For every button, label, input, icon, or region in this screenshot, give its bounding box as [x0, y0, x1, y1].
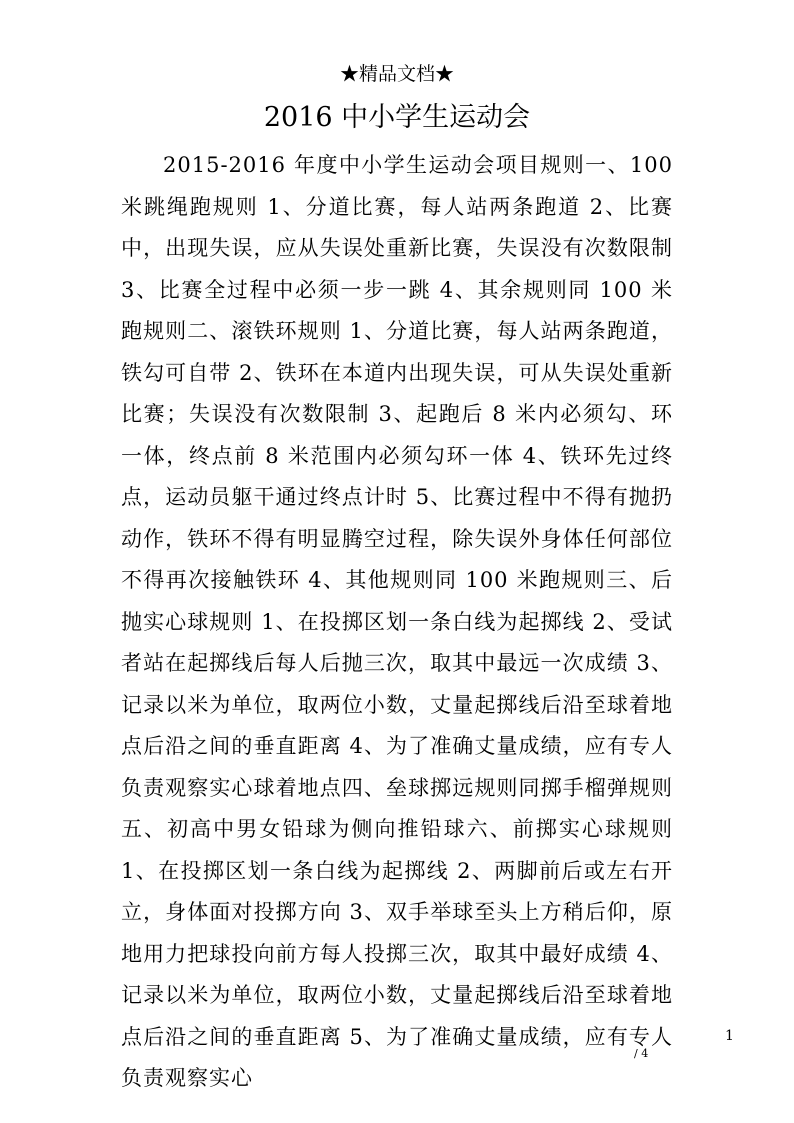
page-total: / 4: [634, 1047, 649, 1060]
page-title: 2016 中小学生运动会: [263, 102, 531, 133]
body-paragraph: 2015-2016 年度中小学生运动会项目规则一、100 米跳绳跑规则 1、分道比赛，每人站两条跑道 2、比赛中，出现失误，应从失误处重新比赛，失误没有次数限制 3、比赛全过程中必须一步一跳 4、其余规则同 100 米跑规则二、滚铁环规则 1、分道比赛，每人站两条跑道，铁勾可自带 2、铁环在本道内出现失误，可从失误处重新比赛；失误没有次数限制 3、起跑后 8 米内必须勾、环一体，终点前 8 米范围内必须勾环一体 4、铁环先过终点，运动员躯干通过终点计时 5、比赛过程中不得有抛扔动作，铁环不得有明显腾空过程，除失误外身体任何部位不得再次接触铁环 4、其他规则同 100 米跑规则三、后抛实心球规则 1、在投掷区划一条白线为起掷线 2、受试者站在起掷线后每人后抛三次，取其中最远一次成绩 3、记录以米为单位，取两位小数，丈量起掷线后沿至球着地点后沿之间的垂直距离 4、为了准确丈量成绩，应有专人负责观察实心球着地点四、垒球掷远规则同掷手榴弹规则五、初高中男女铅球为侧向推铅球六、前掷实心球规则 1、在投掷区划一条白线为起掷线 2、两脚前后或左右开立，身体面对投掷方向 3、双手举球至头上方稍后仰，原地用力把球投向前方每人投掷三次，取其中最好成绩 4、记录以米为单位，取两位小数，丈量起掷线后沿至球着地点后沿之间的垂直距离 5、为了准确丈量成绩，应有专人负责观察实心: [121, 153, 673, 1090]
page-number: 1: [725, 1028, 734, 1044]
header-mark: ★精品文档★: [339, 63, 454, 85]
